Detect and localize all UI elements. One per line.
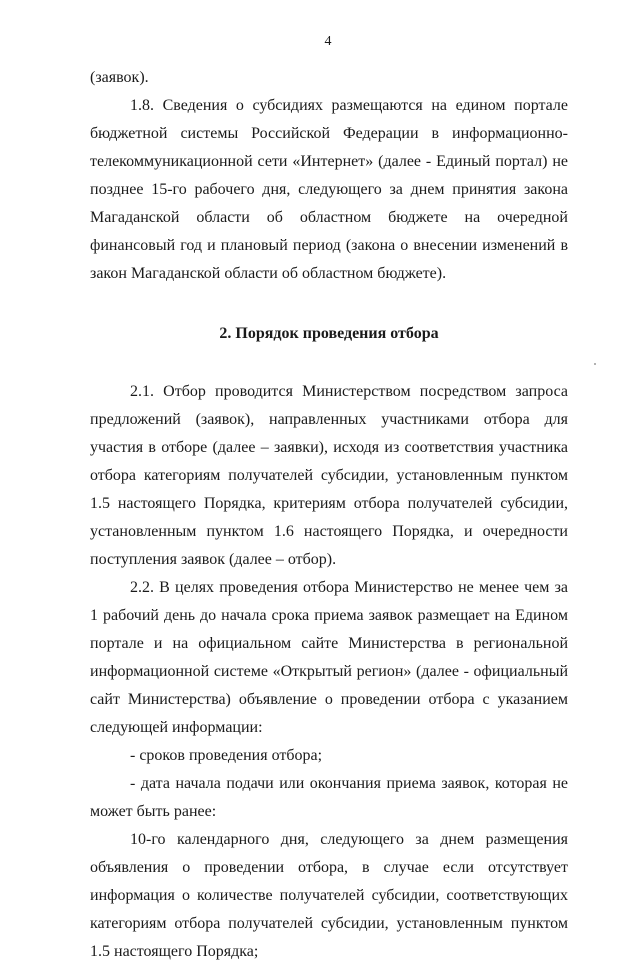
list-item-start-date: - дата начала подачи или окончания приема заявок, которая не может быть ранее:	[90, 775, 568, 820]
paragraph-2-2: 2.2. В целях проведения отбора Министерство не менее чем за 1 рабочий день до начала срока приема заявок размещает на Едином портале и на официальном сайте Министерства в региональной информационной системе «Открытый регион» (далее - официальный сайт Министерства) объявление о проведении отбора с указанием следующей информации:	[90, 579, 568, 736]
paragraph-1-8: 1.8. Сведения о субсидиях размещаются на едином портале бюджетной системы Российской Федерации в информационно-телекоммуникационной сети «Интернет» (далее - Единый портал) не позднее 15-го рабочего дня, следующего за днем принятия закона Магаданской области об областном бюджете на очередной финансовый год и плановый период (закона о внесении изменений в закон Магаданской области об областном бюджете).	[90, 97, 568, 282]
page-number: 4	[324, 34, 332, 49]
scan-mark	[594, 363, 596, 365]
section-heading: 2. Порядок проведения отбора	[219, 325, 439, 342]
spacer	[90, 288, 568, 320]
list-item-deadlines: - сроков проведения отбора;	[130, 747, 323, 764]
spacer	[90, 348, 568, 378]
paragraph-10th-day: 10-го календарного дня, следующего за днем размещения объявления о проведении отбора, в случае если отсутствует информация о количестве получателей субсидии, соответствующих категориям отбора получателей субсидии, установленным пунктом 1.5 настоящего Порядка;	[90, 831, 568, 960]
paragraph-continuation: (заявок).	[90, 69, 149, 86]
document-body	[90, 64, 568, 966]
paragraph-2-1: 2.1. Отбор проводится Министерством посредством запроса предложений (заявок), направленных участниками отбора для участия в отборе (далее – заявки), исходя из соответствия участника отбора категориям получателей субсидии, установленным пунктом 1.5 настоящего Порядка, критериям отбора получателей субсидии, установленным пунктом 1.6 настоящего Порядка, и очередности поступления заявок (далее – отбор).	[90, 383, 568, 568]
